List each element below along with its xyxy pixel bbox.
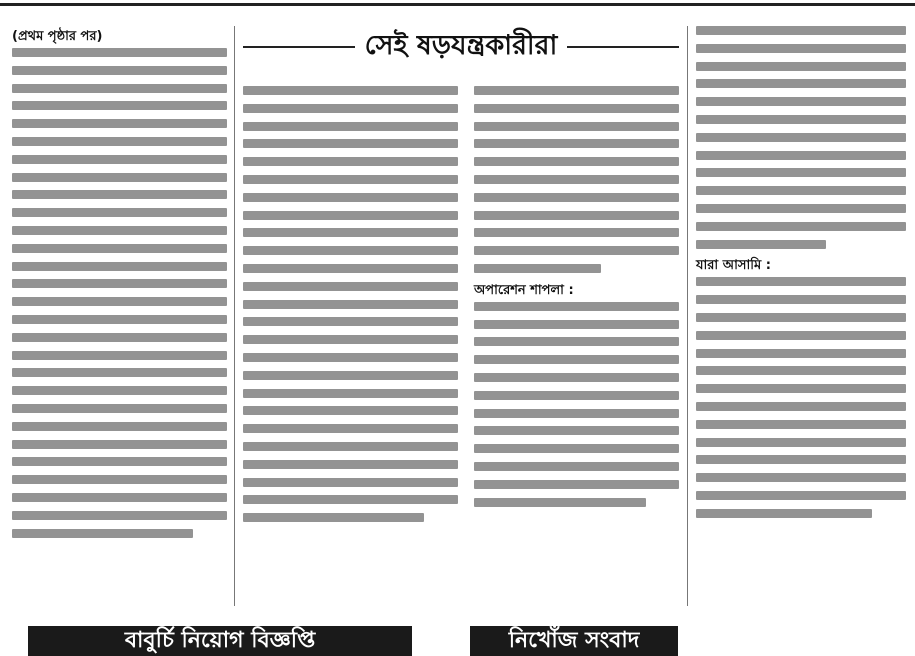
headline-banner [243,26,679,68]
section-subhead: অপারেশন শাপলা : [474,282,574,298]
body-text-placeholder [474,302,679,507]
headline: সেই ষড়যন্ত্রকারীরা [364,29,558,61]
column-3 [474,86,679,515]
column-divider [234,26,235,606]
body-text-placeholder [696,26,906,249]
body-text-placeholder [696,277,906,517]
column-2 [243,86,458,531]
body-text-placeholder [12,48,227,538]
headline-rule-left [243,46,355,48]
classified-banner-right: নিখোঁজ সংবাদ [470,626,678,656]
headline-rule-right [567,46,679,48]
body-text-placeholder [243,86,458,522]
column-1 [12,26,227,546]
column-divider [687,26,688,606]
classified-banner-left: বাবুর্চি নিয়োগ বিজ্ঞপ্তি [28,626,412,656]
column-4 [696,26,906,527]
top-rule [0,3,915,6]
continued-marker: (প্রথম পৃষ্ঠার পর) [12,29,103,44]
section-subhead: যারা আসামি : [696,258,771,274]
body-text-placeholder [474,86,679,273]
